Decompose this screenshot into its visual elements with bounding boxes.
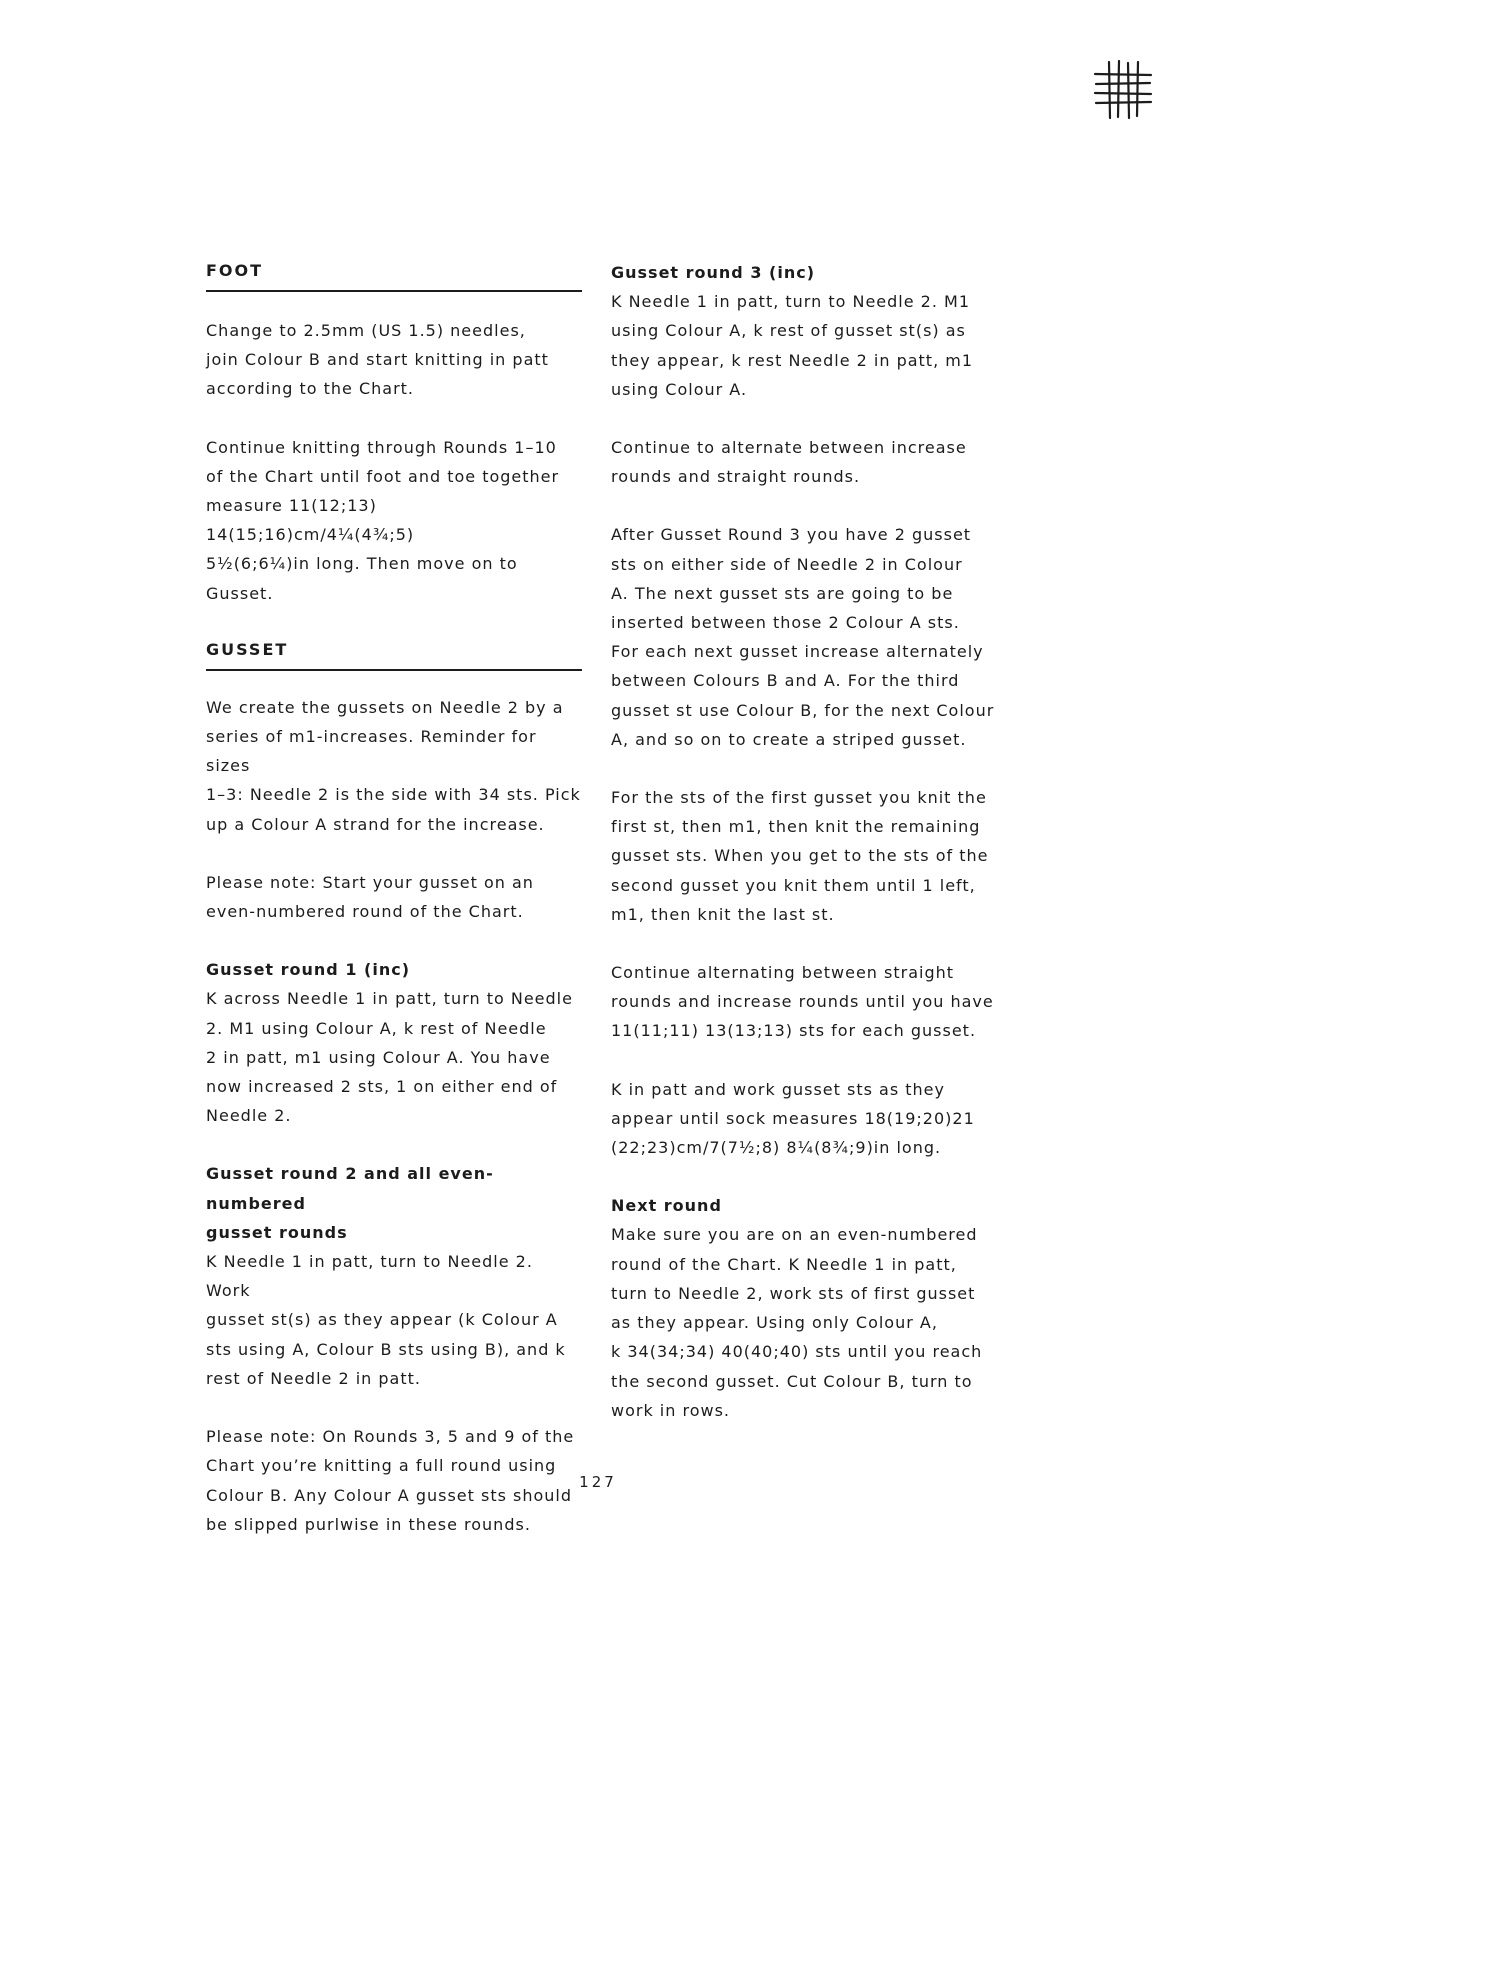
rounds-note: Please note: On Rounds 3, 5 and 9 of the Chart you’re knitting a full round using Colour B. Any Colour A gusset sts should be slipped purlwise in these rounds. [206, 1427, 575, 1534]
knit-pattern-paragraph: K in patt and work gusset sts as they appear until sock measures 18(19;20)21 (22;23)cm/7(7½;8) 8¼(8¾;9)in long. [611, 1079, 975, 1158]
page-number: 127 [579, 1473, 617, 1491]
gusset-round-3-text: K Needle 1 in patt, turn to Needle 2. M1 using Colour A, k rest of gusset st(s) as they appear, k rest Needle 2 in patt, m1 using Colour A. [611, 292, 974, 399]
gusset-round-2-text: K Needle 1 in patt, turn to Needle 2. Work gusset st(s) as they appear (k Colour A sts using A, Colour B sts using B), and k rest of Needle 2 in patt. [206, 1252, 566, 1388]
gusset-paragraph-1: We create the gussets on Needle 2 by a series of m1-increases. Reminder for sizes 1–3: Needle 2 is the side with 34 sts. Pick up a Colour A strand for the increase. [206, 697, 581, 834]
gusset-round-1-title: Gusset round 1 (inc) [206, 960, 411, 980]
foot-heading: FOOT [206, 261, 264, 280]
alternate-paragraph: Continue to alternate between increase rounds and straight rounds. [611, 438, 967, 487]
gusset-round-3-title: Gusset round 3 (inc) [611, 263, 816, 282]
left-column [206, 258, 582, 1539]
gusset-heading: GUSSET [206, 639, 289, 659]
foot-paragraph-1: Change to 2.5mm (US 1.5) needles, join Colour B and start knitting in patt according to the Chart. [206, 321, 549, 399]
foot-paragraph-2: Continue knitting through Rounds 1–10 of the Chart until foot and toe together measure 11(12;13) 14(15;16)cm/4¼(4¾;5) 5½(6;6¼)in long. Then move on to Gusset. [206, 437, 560, 603]
gusset-note: Please note: Start your gusset on an even-numbered round of the Chart. [206, 872, 534, 922]
right-column [611, 258, 996, 1425]
gusset-round-1-text: K across Needle 1 in patt, turn to Needle 2. M1 using Colour A, k rest of Needle 2 in patt, m1 using Colour A. You have now increased 2 sts, 1 on either end of Needle 2. [206, 989, 573, 1126]
first-gusset-paragraph: For the sts of the first gusset you knit the first st, then m1, then knit the remaining gusset sts. When you get to the sts of the second gusset you knit them until 1 left, m1, then knit the last st. [611, 788, 989, 924]
gusset-round-2-title: Gusset round 2 and all even-numbered gusset rounds [206, 1164, 494, 1242]
next-round-text: Make sure you are on an even-numbered round of the Chart. K Needle 1 in patt, turn to Needle 2, work sts of first gusset as they appear. Using only Colour A, k 34(34;34) 40(40;40) sts until you reach the second gusset. Cut Colour B, turn to work in rows. [611, 1225, 983, 1420]
hash-grid-icon [1093, 60, 1153, 120]
after-round-3-paragraph: After Gusset Round 3 you have 2 gusset sts on either side of Needle 2 in Colour A. The next gusset sts are going to be inserted between those 2 Colour A sts. For each next gusset increase alternately between Colours B and A. For the third gusset st use Colour B, for the next Colour A, and so on to create a striped gusset. [611, 525, 995, 749]
next-round-title: Next round [611, 1196, 722, 1216]
continue-alternating-paragraph: Continue alternating between straight rounds and increase rounds until you have 11(11;11) 13(13;13) sts for each gusset. [611, 963, 994, 1041]
